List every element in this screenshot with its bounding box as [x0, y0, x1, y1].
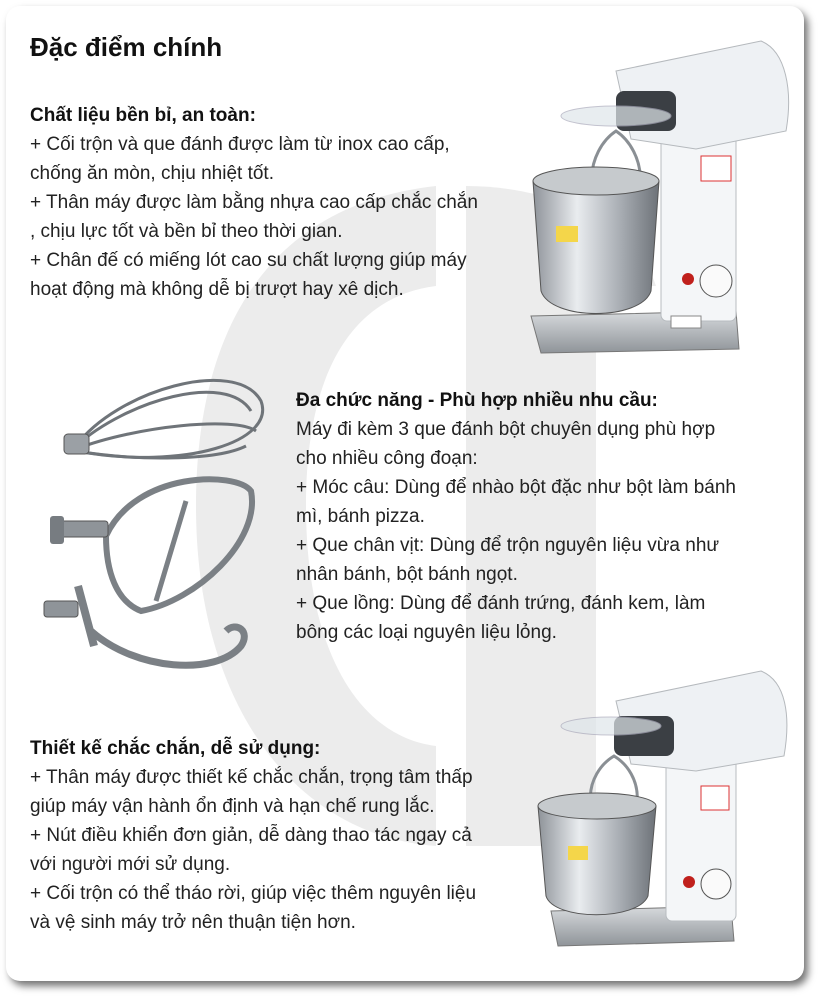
section-line: + Móc câu: Dùng để nhào bột đặc như bột làm bánh — [296, 477, 736, 498]
stand-mixer-image — [521, 31, 801, 366]
section-line: + Chân đế có miếng lót cao su chất lượng giúp máy — [30, 250, 467, 271]
section-heading: Đa chức năng - Phù hợp nhiều nhu cầu: — [296, 390, 658, 411]
section-line: bông các loại nguyên liệu lỏng. — [296, 622, 557, 643]
section-line: mì, bánh pizza. — [296, 506, 425, 527]
page-title: Đặc điểm chính — [30, 32, 223, 62]
section-design — [30, 734, 550, 937]
section-line: nhân bánh, bột bánh ngọt. — [296, 564, 518, 585]
section-line: và vệ sinh máy trở nên thuận tiện hơn. — [30, 912, 356, 933]
section-line: + Thân máy được thiết kế chắc chắn, trọng tâm thấp — [30, 767, 473, 788]
section-material — [30, 101, 530, 304]
section-line: giúp máy vận hành ổn định và hạn chế rung lắc. — [30, 796, 435, 817]
section-multifunction — [296, 386, 796, 647]
stand-mixer-image — [526, 656, 796, 956]
section-line: , chịu lực tốt và bền bỉ theo thời gian. — [30, 221, 343, 242]
section-line: + Nút điều khiển đơn giản, dễ dàng thao tác ngay cả — [30, 825, 472, 846]
section-line: với người mới sử dụng. — [30, 854, 231, 875]
section-line: hoạt động mà không dễ bị trượt hay xê dịch. — [30, 279, 404, 300]
section-line: + Cối trộn có thể tháo rời, giúp việc thêm nguyên liệu — [30, 883, 477, 904]
section-line: + Cối trộn và que đánh được làm từ inox cao cấp, — [30, 134, 450, 155]
section-line: + Que lồng: Dùng để đánh trứng, đánh kem, làm — [296, 593, 706, 614]
section-line: + Que chân vịt: Dùng để trộn nguyên liệu vừa như — [296, 535, 720, 556]
section-heading: Chất liệu bền bỉ, an toàn: — [30, 105, 256, 126]
section-line: chống ăn mòn, chịu nhiệt tốt. — [30, 163, 274, 184]
content-card — [6, 6, 804, 981]
section-line: cho nhiều công đoạn: — [296, 448, 478, 469]
section-heading: Thiết kế chắc chắn, dễ sử dụng: — [30, 738, 321, 759]
section-line: + Thân máy được làm bằng nhựa cao cấp chắc chắn — [30, 192, 478, 213]
mixer-attachments-image — [36, 331, 286, 691]
section-line: Máy đi kèm 3 que đánh bột chuyên dụng phù hợp — [296, 419, 716, 440]
